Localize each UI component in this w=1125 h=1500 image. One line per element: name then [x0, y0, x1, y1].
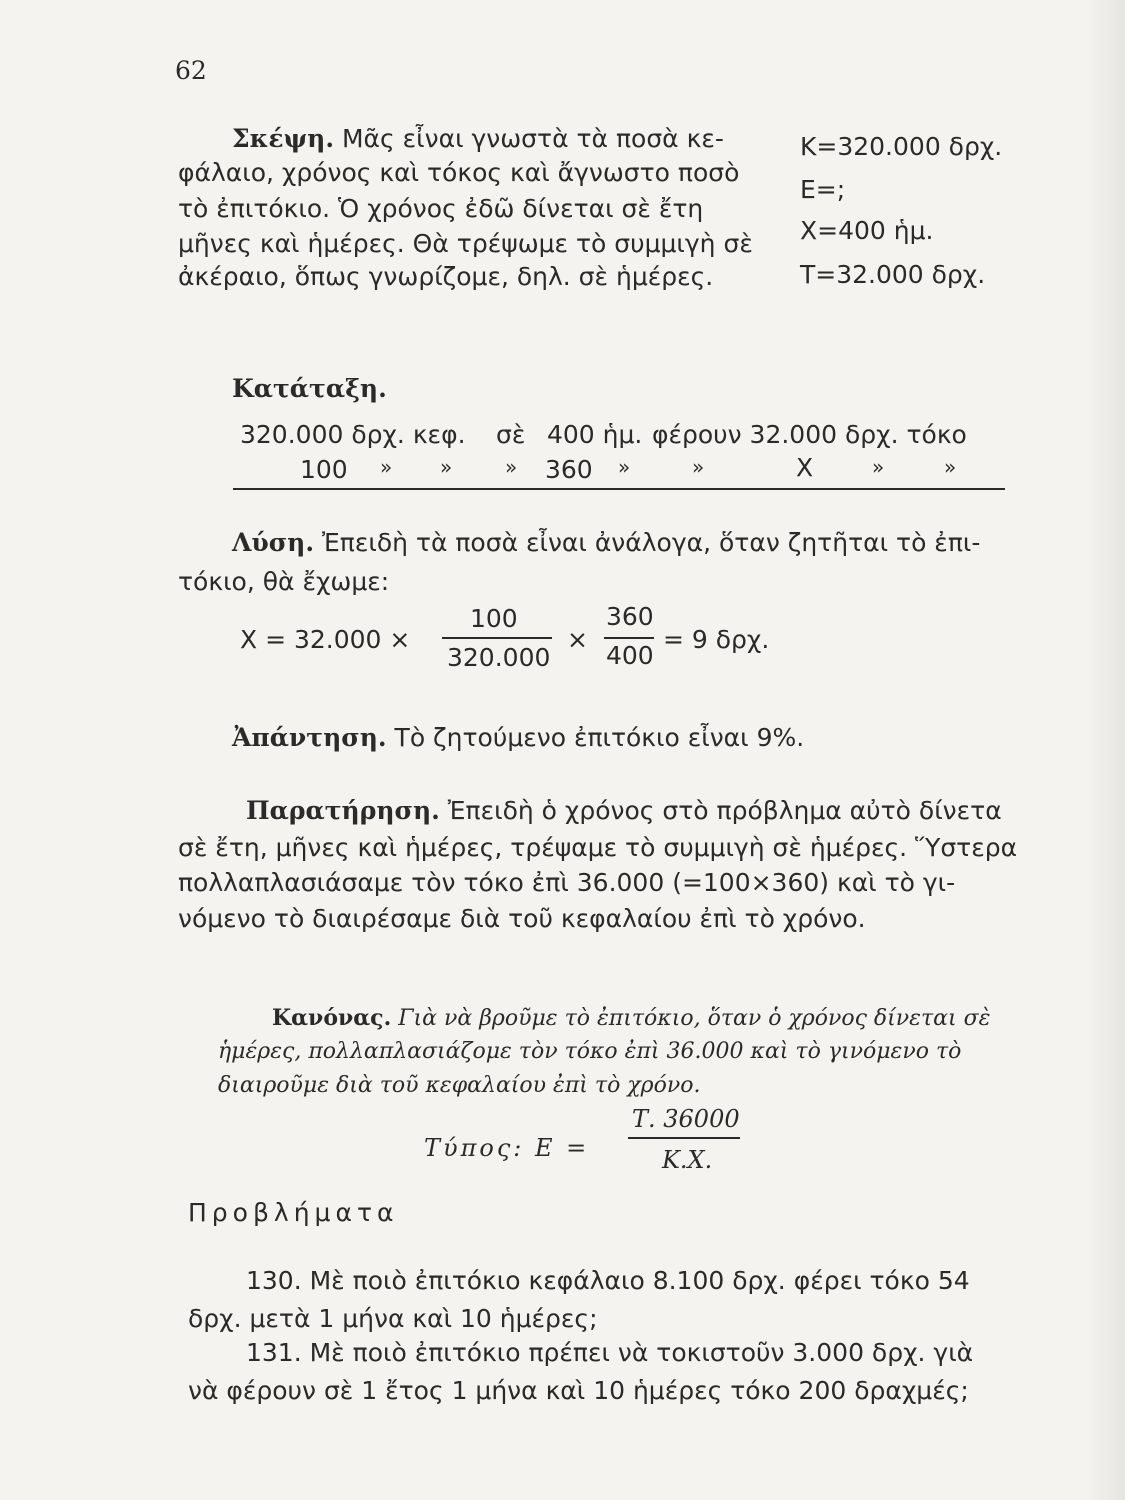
formula-times: × [567, 625, 588, 654]
kanonas-line-3: διαιροῦμε διὰ τοῦ κεφαλαίου ἐπὶ τὸ χρόνο. [218, 1073, 701, 1098]
kataxi-row2-ditto-5: » [692, 455, 705, 479]
typos-bar [628, 1137, 740, 1139]
given-rate: Ε=; [800, 175, 846, 204]
formula-frac1-numerator: 100 [470, 604, 518, 633]
page-edge-shadow [1085, 0, 1125, 1500]
kataxi-row2-100: 100 [300, 455, 348, 484]
provlimata-heading: Προβλήματα [188, 1198, 399, 1227]
kataxi-row2-ditto-4: » [618, 455, 631, 479]
formula-frac2-bar [604, 637, 654, 639]
typos-label: Τύπος: Ε = [424, 1134, 590, 1162]
kataxi-row2-ditto-6: » [872, 455, 885, 479]
kanonas-line-1 [272, 1005, 990, 1031]
skepsi-label: Σκέψη. [232, 124, 335, 153]
kataxi-row2-ditto-7: » [944, 455, 957, 479]
given-capital: Κ=320.000 δρχ. [800, 132, 1003, 161]
apantisi-text: Τὸ ζητούμενο ἐπιτόκιο εἶναι 9%. [394, 723, 805, 752]
paratirisi-label: Παρατήρηση. [246, 796, 440, 825]
problem-130-line-2: δρχ. μετὰ 1 μήνα καὶ 10 ἡμέρες; [188, 1304, 598, 1333]
kataxi-label: Κατάταξη. [232, 374, 387, 403]
kataxi-row2-360: 360 [545, 455, 593, 484]
lysi-line-2: τόκιο, θὰ ἔχωμε: [178, 567, 390, 596]
kataxi-row1-days: 400 ἡμ. [547, 420, 643, 449]
kataxi-row1-se: σὲ [496, 420, 526, 449]
kanonas-label: Κανόνας. [272, 1005, 392, 1031]
paratirisi-line-2: σὲ ἔτη, μῆνες καὶ ἡμέρες, τρέψαμε τὸ συμμιγὴ σὲ ἡμέρες. Ὕστερα [178, 833, 1018, 862]
paratirisi-line-4: νόμενο τὸ διαιρέσαμε διὰ τοῦ κεφαλαίου ἐπὶ τὸ χρόνο. [178, 904, 866, 933]
problem-130-line-1: 130. Μὲ ποιὸ ἐπιτόκιο κεφάλαιο 8.100 δρχ. φέρει τόκο 54 [246, 1266, 970, 1295]
formula-frac2-denominator: 400 [606, 641, 654, 670]
kataxi-row2-ditto-1: » [380, 455, 393, 479]
paratirisi-line-1 [246, 798, 1002, 823]
kataxi-row2-ditto-2: » [440, 455, 453, 479]
skepsi-line-3: τὸ ἐπιτόκιο. Ὁ χρόνος ἐδῶ δίνεται σὲ ἔτη [178, 194, 704, 223]
kanonas-line-2: ἡμέρες, πολλαπλασιάζομε τὸν τόκο ἐπὶ 36.000 καὶ τὸ γινόμενο τὸ [218, 1039, 962, 1064]
skepsi-text-1: Μᾶς εἶναι γνωστὰ τὰ ποσὰ κε- [341, 124, 724, 153]
given-interest: Τ=32.000 δρχ. [800, 260, 986, 289]
problem-131-line-1: 131. Μὲ ποιὸ ἐπιτόκιο πρέπει νὰ τοκιστοῦν 3.000 δρχ. γιὰ [246, 1338, 974, 1367]
skepsi-line-4: μῆνες καὶ ἡμέρες. Θὰ τρέψωμε τὸ συμμιγὴ σὲ [178, 229, 753, 258]
lysi-label: Λύση. [232, 528, 315, 557]
kataxi-row2-x: Χ [796, 453, 814, 482]
skepsi-line-5: ἀκέραιο, ὅπως γνωρίζομε, δηλ. σὲ ἡμέρες. [178, 262, 714, 291]
typos-denominator: Κ.Χ. [662, 1146, 713, 1174]
formula-rhs: = 9 δρχ. [663, 625, 770, 654]
skepsi-line-2: φάλαιο, χρόνος καὶ τόκος καὶ ἄγνωστο ποσὸ [178, 158, 740, 187]
given-time: Χ=400 ἡμ. [800, 216, 934, 245]
typos-numerator: Τ. 36000 [632, 1105, 740, 1133]
problem-131-line-2: νὰ φέρουν σὲ 1 ἔτος 1 μήνα καὶ 10 ἡμέρες τόκο 200 δραχμές; [188, 1376, 969, 1405]
formula-frac2-numerator: 360 [606, 602, 654, 631]
lysi-line-1 [232, 530, 980, 555]
formula-frac1-bar [442, 637, 552, 639]
kanonas-text-1: Γιὰ νὰ βροῦμε τὸ ἐπιτόκιο, ὅταν ὁ χρόνος δίνεται σὲ [398, 1006, 991, 1031]
lysi-text-1: Ἐπειδὴ τὰ ποσὰ εἶναι ἀνάλογα, ὅταν ζητῆται τὸ ἐπι- [322, 528, 981, 557]
kataxi-row1-capital: 320.000 δρχ. κεφ. [240, 420, 466, 449]
paratirisi-text-1: Ἐπειδὴ ὁ χρόνος στὸ πρόβλημα αὐτὸ δίνετα [447, 796, 1002, 825]
formula-frac1-denominator: 320.000 [447, 643, 551, 672]
skepsi-line-1 [232, 126, 724, 151]
apantisi-label: Ἀπάντηση. [232, 723, 387, 752]
apantisi-line [232, 725, 804, 750]
formula-lhs: Χ = 32.000 × [240, 625, 411, 654]
kataxi-divider [233, 488, 1005, 490]
kataxi-row2-ditto-3: » [505, 455, 518, 479]
paratirisi-line-3: πολλαπλασιάσαμε τὸν τόκο ἐπὶ 36.000 (=100×360) καὶ τὸ γι- [178, 868, 956, 897]
kataxi-row1-interest: φέρουν 32.000 δρχ. τόκο [652, 420, 967, 449]
page-number: 62 [175, 56, 207, 85]
